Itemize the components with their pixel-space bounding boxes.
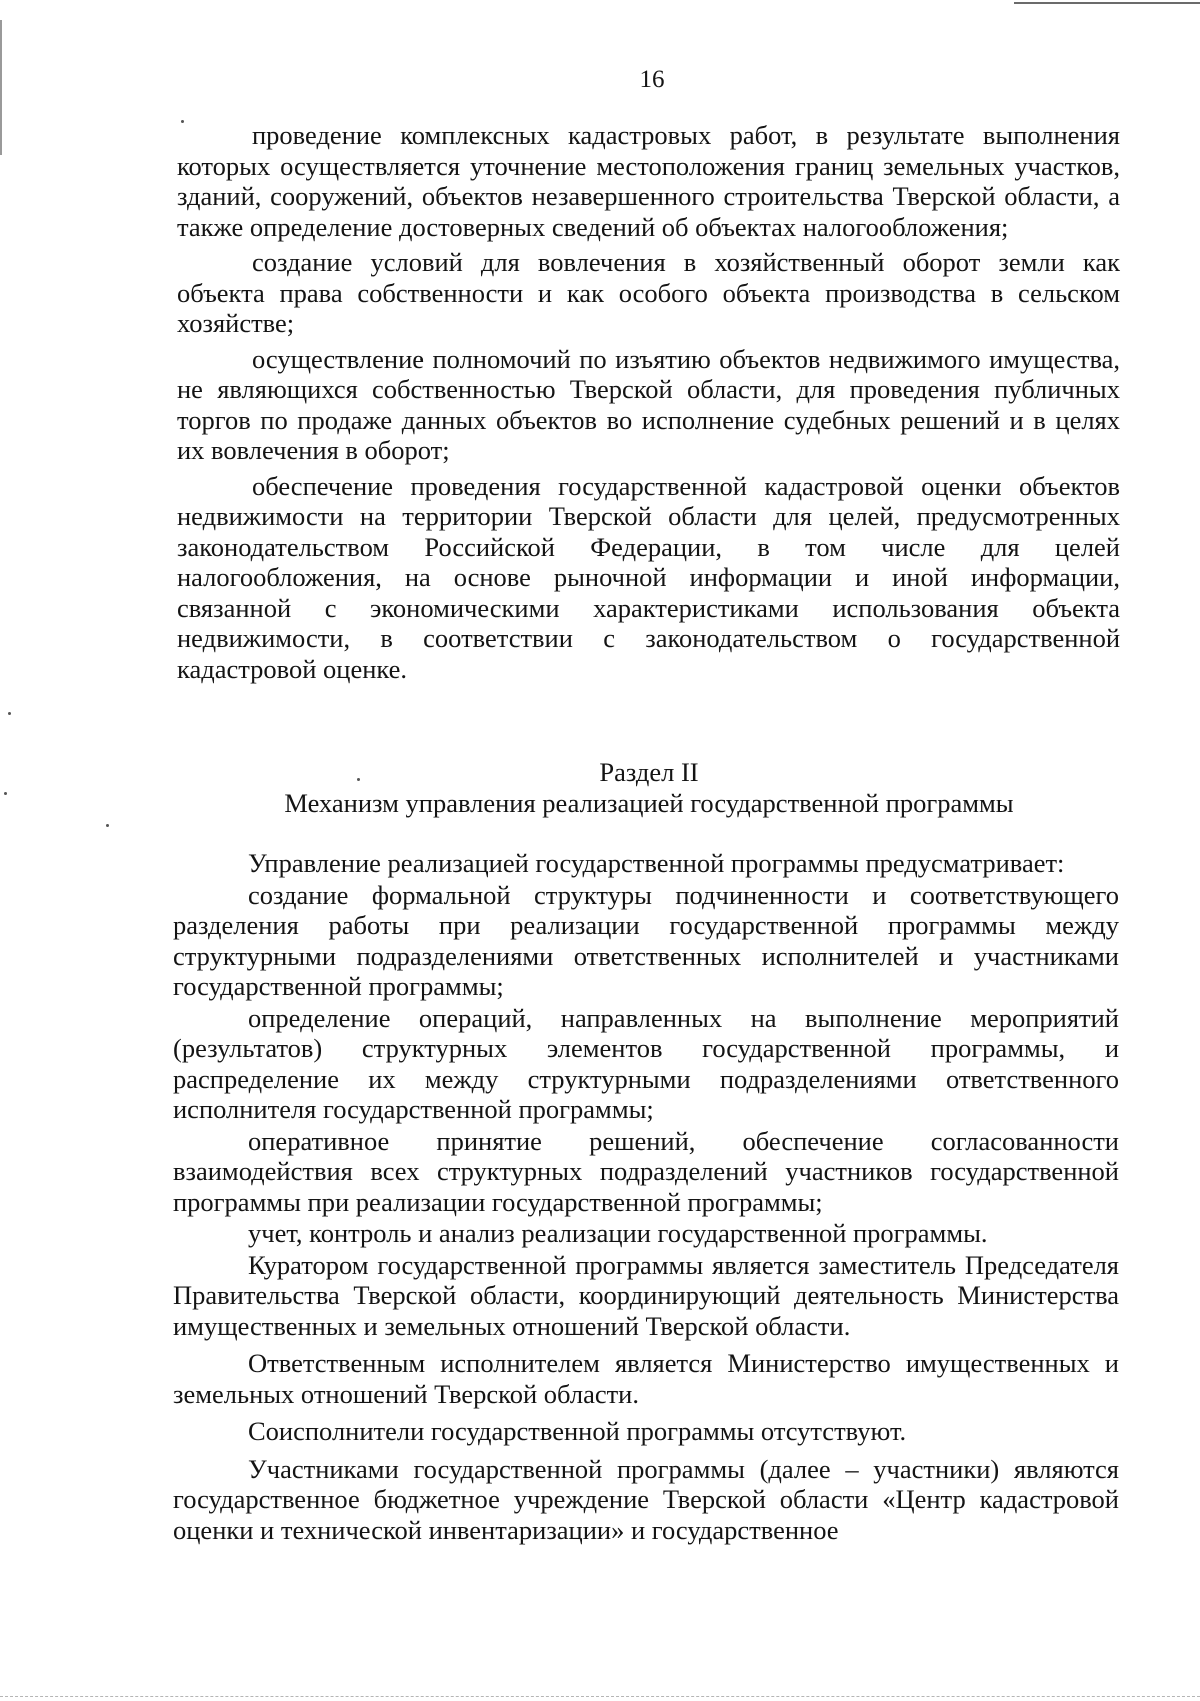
paragraph: Участниками государственной программы (далее – участники) являются государственное бюджетное учреждение Тверской области «Центр кадастровой оценки и технической инвентаризации» и государственное bbox=[173, 1453, 1119, 1545]
paragraph: Ответственным исполнителем является Министерство имущественных и земельных отношений Тверской области. bbox=[173, 1348, 1119, 1409]
body-text-intro bbox=[177, 120, 1120, 689]
section-number: Раздел II bbox=[599, 757, 699, 787]
paragraph: осуществление полномочий по изъятию объектов недвижимого имущества, не являющихся собственностью Тверской области, для проведения публичных торгов по продаже данных объектов во исполнение судебных решений и в целях их вовлечения в оборот; bbox=[177, 343, 1120, 465]
paragraph: определение операций, направленных на выполнение мероприятий (результатов) структурных элементов государственной программы, и распределение их между структурными подразделениями ответственного исполнителя государственной программы; bbox=[173, 1002, 1119, 1124]
page-number: 16 bbox=[639, 66, 665, 93]
paragraph: создание формальной структуры подчиненности и соответствующего разделения работы при реализации государственной программы между структурными подразделениями ответственных исполнителей и участниками государственной программы; bbox=[173, 879, 1119, 1001]
body-text-section-2 bbox=[173, 848, 1119, 1546]
scan-speck bbox=[8, 712, 11, 715]
paragraph: Соисполнители государственной программы отсутствуют. bbox=[248, 1416, 907, 1446]
paragraph: Управление реализацией государственной программы предусматривает: bbox=[248, 848, 1065, 878]
paragraph: обеспечение проведения государственной кадастровой оценки объектов недвижимости на территории Тверской области для целей, предусмотренных законодательством Российской Федерации, в том числе для целей налогообложения, на основе рыночной информации и иной информации, связанной с экономическими характеристиками использования объекта недвижимости, в соответствии с законодательством о государственной кадастровой оценке. bbox=[177, 470, 1120, 684]
scan-speck bbox=[106, 824, 109, 827]
paragraph: Куратором государственной программы является заместитель Председателя Правительства Тверской области, координирующий деятельность Министерства имущественных и земельных отношений Тверской области. bbox=[173, 1249, 1119, 1341]
scan-speck bbox=[4, 792, 7, 795]
section-title: Механизм управления реализацией государственной программы bbox=[284, 788, 1014, 818]
scan-edge-line-bottom bbox=[0, 1693, 1200, 1697]
scan-edge-line-top bbox=[1014, 2, 1200, 4]
paragraph: проведение комплексных кадастровых работ, в результате выполнения которых осуществляется уточнение местоположения границ земельных участков, зданий, сооружений, объектов незавершенного строительства Тверской области, а также определение достоверных сведений об объектах налогообложения; bbox=[177, 120, 1120, 242]
paragraph: учет, контроль и анализ реализации государственной программы. bbox=[248, 1218, 988, 1248]
paragraph: оперативное принятие решений, обеспечение согласованности взаимодействия всех структурных подразделений участников государственной программы при реализации государственной программы; bbox=[173, 1125, 1119, 1217]
paragraph: создание условий для вовлечения в хозяйственный оборот земли как объекта права собственности и как особого объекта производства в сельском хозяйстве; bbox=[177, 247, 1120, 338]
